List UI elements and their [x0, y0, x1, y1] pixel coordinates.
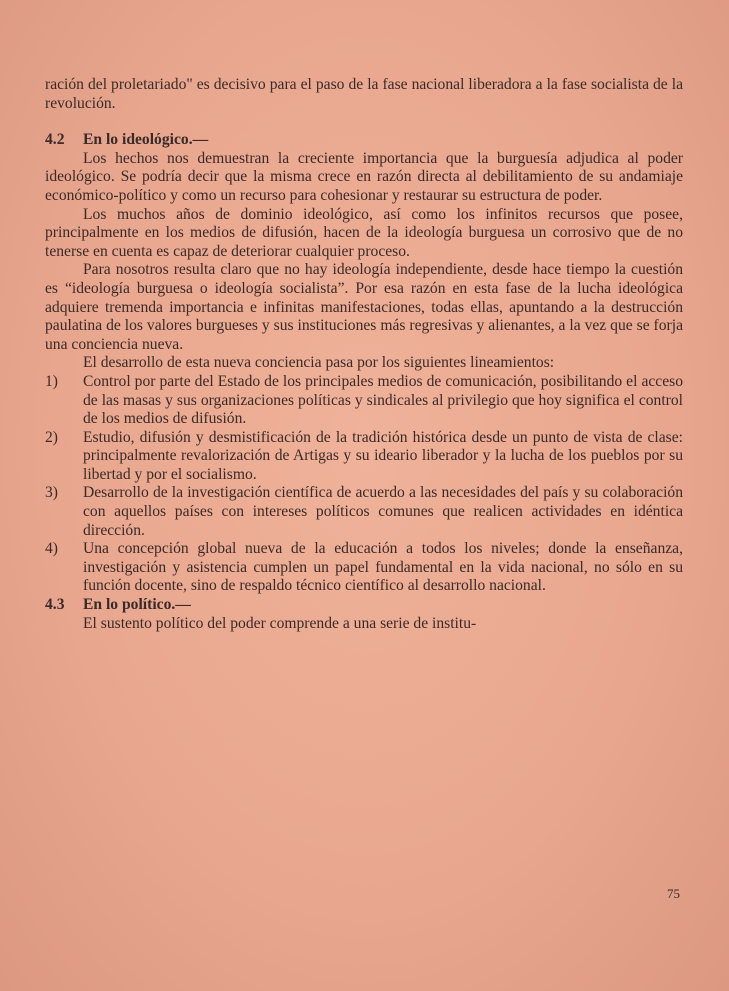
list-item-text: Control por parte del Estado de los principales medios de comunicación, posibilitando el acceso de las masas y sus organizaciones políticas y sindicales al privilegio que hoy significa el control de los medios de difusión. [83, 372, 683, 428]
section-title: En lo político.— [83, 596, 191, 614]
paragraph: Para nosotros resulta claro que no hay ideología independiente, desde hace tiempo la cuestión es “ideología burguesa o ideología socialista”. Por esa razón en esta fase de la lucha ideológica adquiere tremenda importancia e infinitas manifestaciones, todas ellas, apuntando a la destrucción paulatina de los valores burgueses y sus instituciones más regresivas y alienantes, a la vez que se forja una conciencia nueva. [45, 261, 683, 353]
list-item [45, 484, 683, 540]
lineamientos-list [45, 373, 683, 596]
list-item-text: Estudio, difusión y desmistificación de la tradición histórica desde un punto de vista de clase: principalmente revalorización de Artigas y su ideario liberador y la lucha de los pueblos por su libertad y por el socialismo. [83, 428, 683, 483]
page-text [45, 76, 683, 633]
list-item [45, 540, 683, 596]
section-title: En lo ideológico.— [83, 131, 209, 149]
paragraph: El sustento político del poder comprende a una serie de institu- [83, 614, 477, 632]
section-heading-ideologico [45, 131, 683, 150]
intro-paragraph: ración del proletariado" es decisivo para el paso de la fase nacional liberadora a la fase socialista de la revolución. [45, 76, 683, 112]
paragraph: Los hechos nos demuestran la creciente importancia que la burguesía adjudica al poder ideológico. Se podría decir que la misma crece en razón directa al debilitamiento de su andamiaje económico-político y como un recurso para cohesionar y restaurar su estructura de poder. [45, 149, 683, 204]
list-item [45, 429, 683, 485]
paragraph: Los muchos años de dominio ideológico, así como los infinitos recursos que posee, principalmente en los medios de difusión, hacen de la ideología burguesa un corrosivo que de no tenerse en cuenta es capaz de deteriorar cualquier proceso. [45, 205, 683, 260]
list-marker: 1) [45, 372, 58, 390]
list-item [45, 373, 683, 429]
list-marker: 4) [45, 540, 58, 558]
list-marker: 3) [45, 484, 58, 502]
section-heading-politico [45, 596, 683, 615]
list-marker: 2) [45, 428, 58, 446]
list-item-text: Desarrollo de la investigación científica de acuerdo a las necesidades del país y su colaboración con aquellos países con intereses políticos comunes que realicen actividades en idéntica dirección. [83, 484, 683, 539]
section-number: 4.2 [45, 131, 65, 149]
paragraph: El desarrollo de esta nueva conciencia pasa por los siguientes lineamientos: [83, 354, 555, 372]
section-number: 4.3 [45, 596, 65, 614]
page-number: 75 [667, 886, 680, 901]
list-item-text: Una concepción global nueva de la educación a todos los niveles; donde la enseñanza, investigación y asistencia cumplen un papel fundamental en la vida nacional, no sólo en su función docente, sino de respaldo técnico científico al desarrollo nacional. [83, 540, 683, 595]
